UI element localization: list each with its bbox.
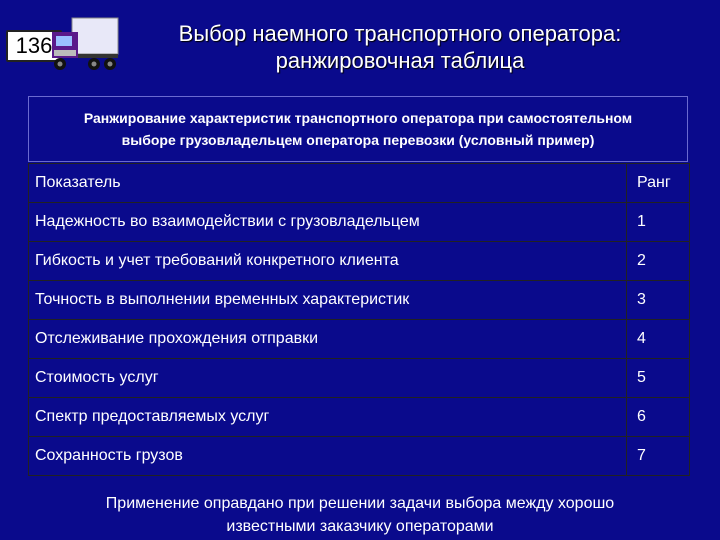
slide-number: 136: [6, 30, 62, 62]
row-indicator: Гибкость и учет требований конкретного клиента: [29, 242, 627, 281]
header-rank: Ранг: [627, 164, 690, 203]
table-caption: [28, 96, 688, 162]
table-row: [29, 203, 690, 242]
row-rank: 4: [627, 320, 690, 359]
table-header-row: [29, 164, 690, 203]
slide-header: [0, 0, 720, 95]
table-row: [29, 398, 690, 437]
caption-line-2: выборе грузовладельцем оператора перевозки (условный пример): [121, 132, 595, 148]
caption-line-1: Ранжирование характеристик транспортного оператора при самостоятельном: [83, 110, 633, 126]
footer-line-2: известными заказчику операторами: [226, 518, 494, 535]
title-line-2: ранжировочная таблица: [275, 48, 525, 73]
row-indicator: Сохранность грузов: [29, 437, 627, 476]
table-row: [29, 437, 690, 476]
row-rank: 1: [627, 203, 690, 242]
row-rank: 2: [627, 242, 690, 281]
row-indicator: Стоимость услуг: [29, 359, 627, 398]
row-indicator: Спектр предоставляемых услуг: [29, 398, 627, 437]
header-indicator: Показатель: [29, 164, 627, 203]
row-rank: 6: [627, 398, 690, 437]
title-line-1: Выбор наемного транспортного оператора:: [178, 21, 622, 46]
row-rank: 3: [627, 281, 690, 320]
ranking-table: [28, 163, 690, 476]
row-indicator: Точность в выполнении временных характеристик: [29, 281, 627, 320]
row-indicator: Отслеживание прохождения отправки: [29, 320, 627, 359]
footer-line-1: Применение оправдано при решении задачи выбора между хорошо: [105, 495, 615, 512]
row-rank: 5: [627, 359, 690, 398]
table-row: [29, 281, 690, 320]
footer-note: [60, 492, 660, 538]
row-indicator: Надежность во взаимодействии с грузовладельцем: [29, 203, 627, 242]
slide-title: [140, 20, 660, 74]
truck-icon: [50, 14, 120, 76]
table-row: [29, 359, 690, 398]
table-row: [29, 320, 690, 359]
row-rank: 7: [627, 437, 690, 476]
table-row: [29, 242, 690, 281]
